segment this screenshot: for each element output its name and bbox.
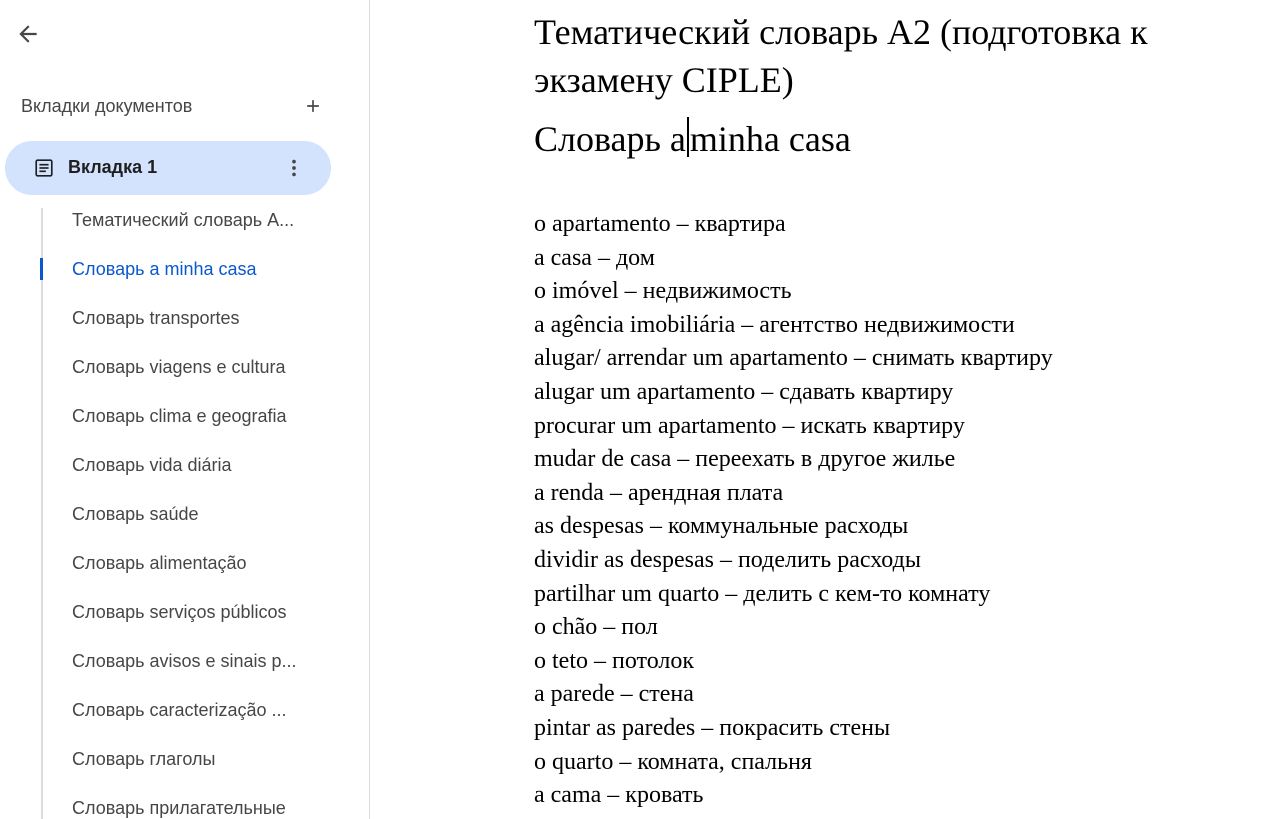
tabs-title: Вкладки документов <box>21 95 193 116</box>
vocabulary-line: partilhar um quarto – делить с кем-то комнату <box>534 580 991 607</box>
outline-item[interactable]: Словарь viagens e cultura <box>72 357 286 377</box>
vocabulary-line: a renda – арендная плата <box>534 479 784 506</box>
text-cursor <box>687 117 689 157</box>
tab-options-button[interactable] <box>280 154 308 182</box>
tab-label: Вкладка 1 <box>68 157 158 177</box>
outline-item[interactable]: Словарь transportes <box>72 308 240 328</box>
heading-text-after-cursor: minha casa <box>689 119 851 159</box>
outline-item[interactable]: Словарь caracterização ... <box>72 700 287 720</box>
tabs-header <box>21 92 321 120</box>
vocabulary-line: mudar de casa – переехать в другое жилье <box>534 446 956 473</box>
outline-item[interactable]: Тематический словарь A... <box>72 210 295 230</box>
document-outline <box>72 205 312 819</box>
outline-item-active[interactable]: Словарь a minha casa <box>72 259 257 279</box>
outline-item[interactable]: Словарь saúde <box>72 504 199 524</box>
vocabulary-line: a agência imobiliária – агентство недвижимости <box>534 311 1015 338</box>
outline-item[interactable]: Словарь глаголы <box>72 749 216 769</box>
outline-item[interactable]: Словарь vida diária <box>72 455 232 475</box>
vocabulary-line: o chão – пол <box>534 614 658 641</box>
vocabulary-line: o teto – потолок <box>534 647 695 674</box>
back-button[interactable] <box>8 14 48 54</box>
outline-active-indicator <box>40 258 43 280</box>
document-heading[interactable] <box>534 115 851 163</box>
document-title[interactable]: Тематический словарь A2 (подготовка к экзамену CIPLE) <box>534 12 1148 100</box>
vocabulary-line: a cama – кровать <box>534 782 704 809</box>
heading-text-before-cursor: Словарь a <box>534 119 686 159</box>
outline-item[interactable]: Словарь avisos e sinais p... <box>72 651 297 671</box>
vocabulary-line: procurar um apartamento – искать квартиру <box>534 412 965 439</box>
outline-guide-line <box>41 208 43 819</box>
document-body[interactable] <box>534 0 1254 819</box>
arrow-back-icon <box>15 21 41 47</box>
vocabulary-line: o quarto – комната, спальня <box>534 748 812 775</box>
document-tabs-sidebar <box>0 0 370 819</box>
outline-item[interactable]: Словарь прилагательные <box>72 798 286 818</box>
tab-item-active[interactable] <box>5 141 331 195</box>
outline-item[interactable]: Словарь serviços públicos <box>72 602 287 622</box>
vocabulary-line: dividir as despesas – поделить расходы <box>534 546 921 573</box>
vocabulary-line: alugar/ arrendar um apartamento – снимать квартиру <box>534 345 1053 372</box>
outline-item[interactable]: Словарь clima e geografia <box>72 406 287 426</box>
more-vert-icon <box>283 157 305 179</box>
vocabulary-line: pintar as paredes – покрасить стены <box>534 714 891 741</box>
add-tab-button[interactable] <box>299 92 327 120</box>
vocabulary-list[interactable] <box>534 208 1254 813</box>
vocabulary-line: o apartamento – квартира <box>534 211 786 237</box>
outline-item[interactable]: Словарь alimentação <box>72 553 247 573</box>
vocabulary-line: alugar um apartamento – сдавать квартиру <box>534 378 954 405</box>
vocabulary-line: a parede – стена <box>534 681 694 708</box>
vocabulary-line: o imóvel – недвижимость <box>534 278 792 305</box>
plus-icon <box>303 96 323 116</box>
vocabulary-line: as despesas – коммунальные расходы <box>534 513 909 540</box>
document-icon <box>33 157 55 179</box>
vocabulary-line: a casa – дом <box>534 244 655 271</box>
